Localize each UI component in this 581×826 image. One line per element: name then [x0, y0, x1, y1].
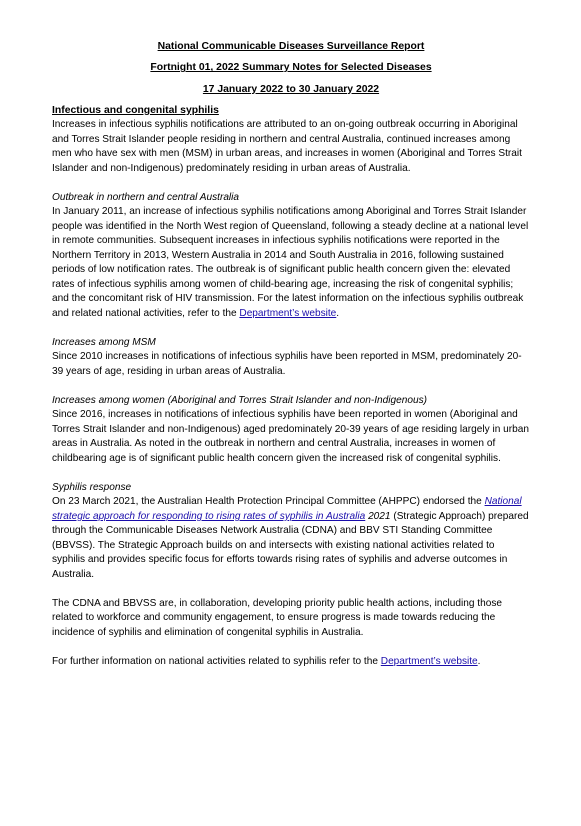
report-date-range: 17 January 2022 to 30 January 2022 [202, 83, 380, 95]
department-website-link-2[interactable]: Department’s website [380, 655, 478, 667]
report-page [52, 40, 530, 669]
section-title: Infectious and congenital syphilis [52, 104, 219, 116]
response-text-before: On 23 March 2021, the Australian Health Protection Principal Committee (AHPPC) endorsed the [52, 496, 485, 508]
period: . [336, 307, 340, 319]
response-heading: Syphilis response [52, 481, 132, 493]
outbreak-paragraph [52, 205, 530, 321]
outbreak-text: In January 2011, an increase of infectious syphilis notifications among Aboriginal and Torres Strait Islander people was identified in the North West region of Queensland, following a steady decline at a national level in remote communities. Subsequent increases in infectious syphilis notifications were reported in the Northern Territory in 2013, Western Australia in 2014 and South Australia in 2016, following sustained periods of low notification rates. The outbreak is of significant public health concern given the: elevated rates of infectious syphilis among women of child-bearing age, increasing the risk of congenital syphilis; and the concomitant risk of HIV transmission. For the latest information on the infectious syphilis outbreak and related national activities, refer to the [52, 206, 529, 319]
msm-paragraph: Since 2010 increases in notifications of infectious syphilis have been reported in MSM, predominately 20-39 years of age, residing in urban areas of Australia. [52, 351, 522, 377]
women-heading: Increases among women (Aboriginal and Torres Strait Islander and non-Indigenous) [52, 394, 427, 406]
msm-heading: Increases among MSM [52, 336, 156, 348]
cdna-paragraph: The CDNA and BBVSS are, in collaboration, developing priority public health actions, including those related to workforce and community engagement, to ensure progress is made towards reducing the incidence of syphilis and elimination of congenital syphilis in Australia. [52, 597, 502, 638]
response-paragraph [52, 495, 530, 582]
strategic-approach-link[interactable]: National strategic approach for responding to rising rates of syphilis in Australia [52, 496, 522, 522]
report-subtitle: Fortnight 01, 2022 Summary Notes for Selected Diseases [150, 62, 432, 74]
further-info-paragraph [52, 655, 530, 670]
further-info-text: For further information on national activities related to syphilis refer to the [52, 655, 381, 667]
response-text-after: (Strategic Approach) prepared through the Communicable Diseases Network Australia (CDNA) and BBV STI Standing Committee (BBVSS). The Strategic Approach builds on and intersects with existing national activities related to syphilis and provides specific focus for efforts towards rising rates of syphilis and adverse outcomes in Australia. [52, 510, 529, 580]
report-title: National Communicable Diseases Surveillance Report [157, 41, 425, 52]
intro-paragraph: Increases in infectious syphilis notifications are attributed to an on-going outbreak occurring in Aboriginal and Torres Strait Islander people residing in northern and central Australia, continued increases among men who have sex with men (MSM) in urban areas, and increases in women (Aboriginal and Torres Strait Islander and non-Indigenous) predominately residing in urban areas of Australia. [52, 119, 522, 174]
women-paragraph: Since 2016, increases in notifications of infectious syphilis have been reported in women (Aboriginal and Torres Strait Islander and non-Indigenous) aged predominately 20-39 years of age residing largely in urban areas in Australia. As noted in the outbreak in northern and central Australia, increases in women of childbearing age is of significant public health concern given the increased risk of congenital syphilis. [52, 409, 529, 464]
outbreak-heading: Outbreak in northern and central Australia [52, 191, 240, 203]
period: . [477, 655, 481, 667]
department-website-link[interactable]: Department’s website [239, 307, 337, 319]
strategy-year: 2021 [365, 510, 391, 522]
